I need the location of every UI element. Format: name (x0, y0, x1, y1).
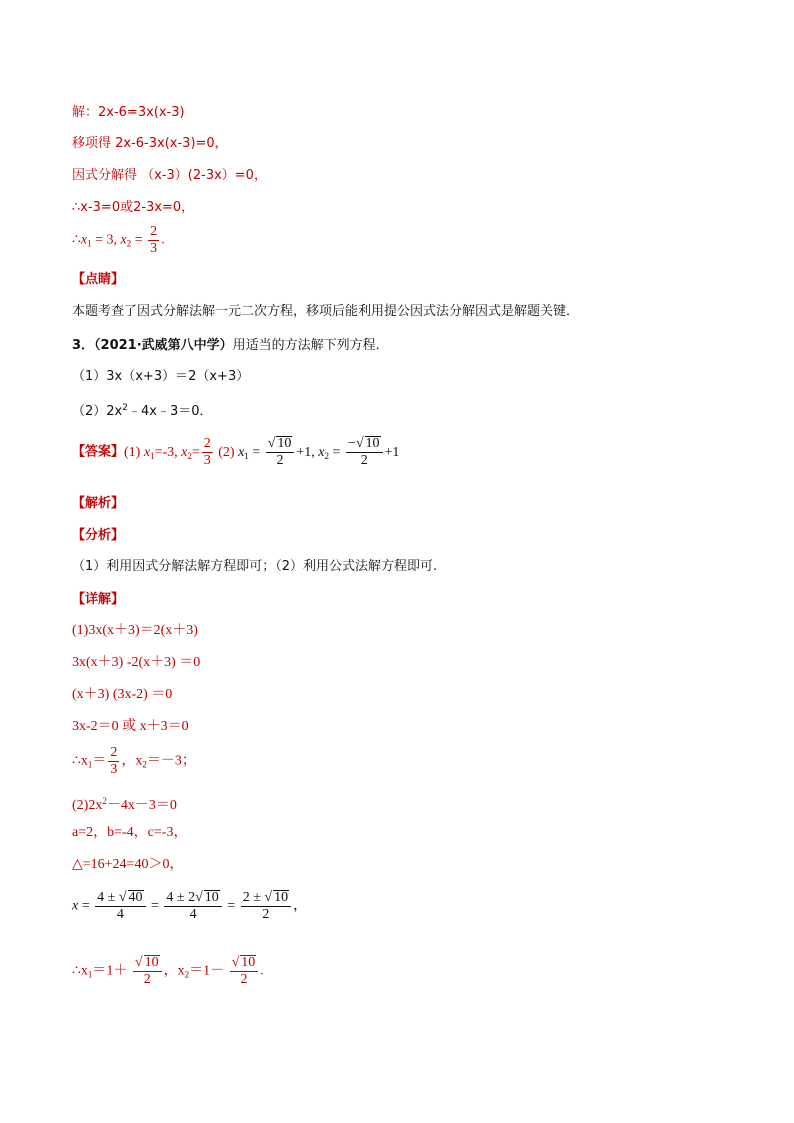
question-3-part-2: $(2)2x^2﹣4x﹣3=0$． (72, 403, 213, 419)
solution-line-4: ∴x-3=0或2-3x=0， (72, 200, 195, 215)
analysis-text: （1）利用因式分解法解方程即可；（2）利用公式法解方程即可. (72, 559, 438, 574)
sqrt-sign: √ (134, 955, 143, 970)
sqrt-sign: √ (231, 955, 240, 970)
detail-line-5: $\therefore x_1=$ $\frac{2}{3}$ ，$x_2=-3$； (72, 745, 196, 777)
solution-line-3: 因式分解得 （x-3）(2-3x）=0， (72, 168, 267, 183)
sqrt-sign: √ (267, 436, 276, 451)
fraction: $\frac{√ 10}{2}$ (266, 436, 295, 469)
detail-line-2: 3x(x＋3) -2(x＋3) ＝0 (72, 655, 201, 670)
sqrt-sign: √ (195, 890, 203, 905)
detail-line-10: $\therefore x_1=1+$ $\frac{√ 10}{2}$ ，$x_2=1-$ $\frac{√ 10}{2}$ . (72, 955, 264, 987)
sqrt-sign: √ (118, 890, 127, 905)
answer-line: 【答案】(1) $x_1=-3$, $x_2=$ $\frac{2}{3}$ (2) $x_1$ = $\frac{√ 10}{2}$ +1, $x_2$ = $\frac{-√ 10}{2}$ +1 (72, 436, 400, 468)
detail-heading: 【详解】 (72, 592, 125, 607)
fraction: $\frac{2}{3}$ (150, 224, 158, 256)
detail-line-7: a=2，b=-4，c=-3， (72, 825, 188, 840)
detail-line-3: (x＋3) (3x-2) ＝0 (72, 687, 173, 702)
sqrt-sign: √ (355, 436, 364, 451)
fraction: $\frac{4 \pm √ 40}{4}$ (95, 890, 145, 923)
solution-line-1: 解：2x-6=3x(x-3) (72, 105, 185, 120)
answer-label: 【答案】 (72, 444, 125, 460)
comment-text: 本题考查了因式分解法解一元二次方程，移项后能利用提公因式法分解因式是解题关键． (72, 304, 580, 319)
detail-line-9: x = $\frac{4 \pm √ 40}{4}$ = $\frac{4 \pm 2√ 10}{4}$ = $\frac{2 \pm √ 10}{2}$ ， (72, 890, 308, 922)
fraction: $\frac{2}{3}$ (110, 745, 118, 777)
fraction: $\frac{√ 10}{2}$ (230, 955, 259, 988)
question-3-part-1: （1）3x（x+3）＝2（x+3） (72, 369, 250, 384)
fraction: $\frac{2}{3}$ (203, 436, 211, 468)
solution-line-5: $\therefore x_1 = 3$, $x_2$ = $\frac{2}{3}$ . (72, 224, 165, 256)
fraction: $\frac{4 \pm 2√ 10}{4}$ (164, 890, 221, 923)
analysis-sub-heading: 【分析】 (72, 528, 125, 543)
detail-line-1: (1)3x(x＋3)＝2(x＋3) (72, 623, 198, 638)
fraction: $\frac{2 \pm √ 10}{2}$ (241, 890, 291, 923)
fraction: $\frac{-√ 10}{2}$ (346, 436, 383, 469)
detail-line-8: △=16+24=40＞0， (72, 857, 184, 872)
solution-line-2: 移项得 2x-6-3x(x-3)=0， (72, 136, 228, 151)
comment-heading: 【点睛】 (72, 272, 125, 287)
detail-line-4: 3x-2＝0 或 x＋3＝0 (72, 719, 189, 734)
detail-line-6: $(2)2x^2-4x-3=0$ (72, 796, 177, 813)
fraction: $\frac{√ 10}{2}$ (133, 955, 162, 988)
sqrt-sign: √ (264, 890, 273, 905)
question-3: 3．（2021·武威第八中学）用适当的方法解下列方程． (72, 338, 389, 353)
analysis-heading: 【解析】 (72, 496, 125, 511)
